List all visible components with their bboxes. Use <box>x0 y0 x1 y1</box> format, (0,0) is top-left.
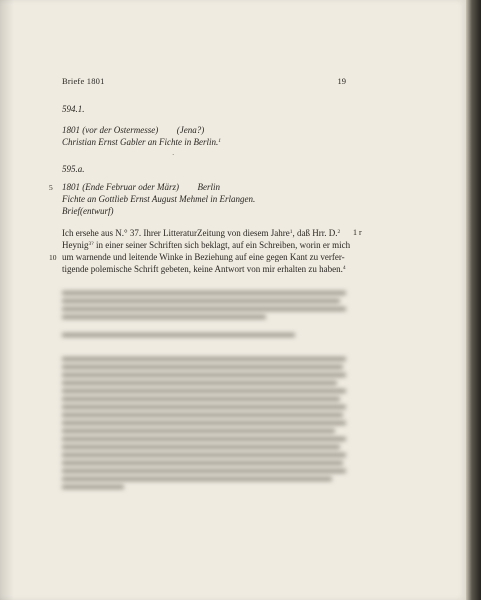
entry-date: 1801 (vor der Ostermesse) <box>62 125 159 135</box>
blurred-footnote-block <box>62 333 346 341</box>
page-number: 19 <box>337 76 346 86</box>
book-edge <box>466 0 481 600</box>
page-gutter-shadow <box>0 0 14 600</box>
entry-place: Berlin <box>197 182 220 192</box>
footnote-marker: 1 <box>218 138 221 144</box>
entry-date-line <box>62 125 204 135</box>
entry-document-type: Brief(entwurf) <box>62 206 114 216</box>
letter-line <box>62 264 345 274</box>
entry-number: 594.1. <box>62 104 85 114</box>
blurred-commentary-block <box>62 357 346 493</box>
footnote-marker: 2 <box>337 229 341 235</box>
letter-text: , daß Hrr. D. <box>292 228 338 238</box>
entry-date: 1801 (Ende Februar oder März) <box>62 182 179 192</box>
letter-line: um warnende und leitende Winke in Beziehung auf eine gegen Kant zu verfer- <box>62 252 345 262</box>
footnote-marker: 3? <box>88 241 94 247</box>
line-number: 5 <box>49 183 53 192</box>
footnote-marker: 4 <box>342 265 346 271</box>
entry-parties: Christian Ernst Gabler an Fichte in Berlin. <box>62 137 219 147</box>
letter-text: tigende polemische Schrift gebeten, keine Antwort von mir erhalten zu haben. <box>62 264 343 274</box>
letter-text: Ich ersehe aus N.° 37. Ihrer LitteraturZeitung von diesem Jahre <box>62 228 290 238</box>
footnote-marker: 1 <box>289 229 293 235</box>
entry-date-line <box>62 182 220 192</box>
entry-parties-line: Fichte an Gottlieb Ernst August Mehmel in Erlangen. <box>62 194 256 204</box>
letter-line <box>62 228 345 238</box>
running-title: Briefe 1801 <box>62 76 105 86</box>
entry-number: 595.a. <box>62 164 85 174</box>
stray-mark: · <box>172 151 175 159</box>
letter-line <box>62 240 351 250</box>
entry-parties-line <box>62 137 221 147</box>
letter-text: Heynig <box>62 240 89 250</box>
blurred-footnote-block <box>62 291 346 323</box>
line-number: 10 <box>49 253 57 262</box>
entry-place: (Jena?) <box>176 125 205 135</box>
margin-reference: 1 r <box>353 228 362 237</box>
letter-text: in einer seiner Schriften sich beklagt, auf ein Schreiben, worin er mich <box>93 240 351 250</box>
